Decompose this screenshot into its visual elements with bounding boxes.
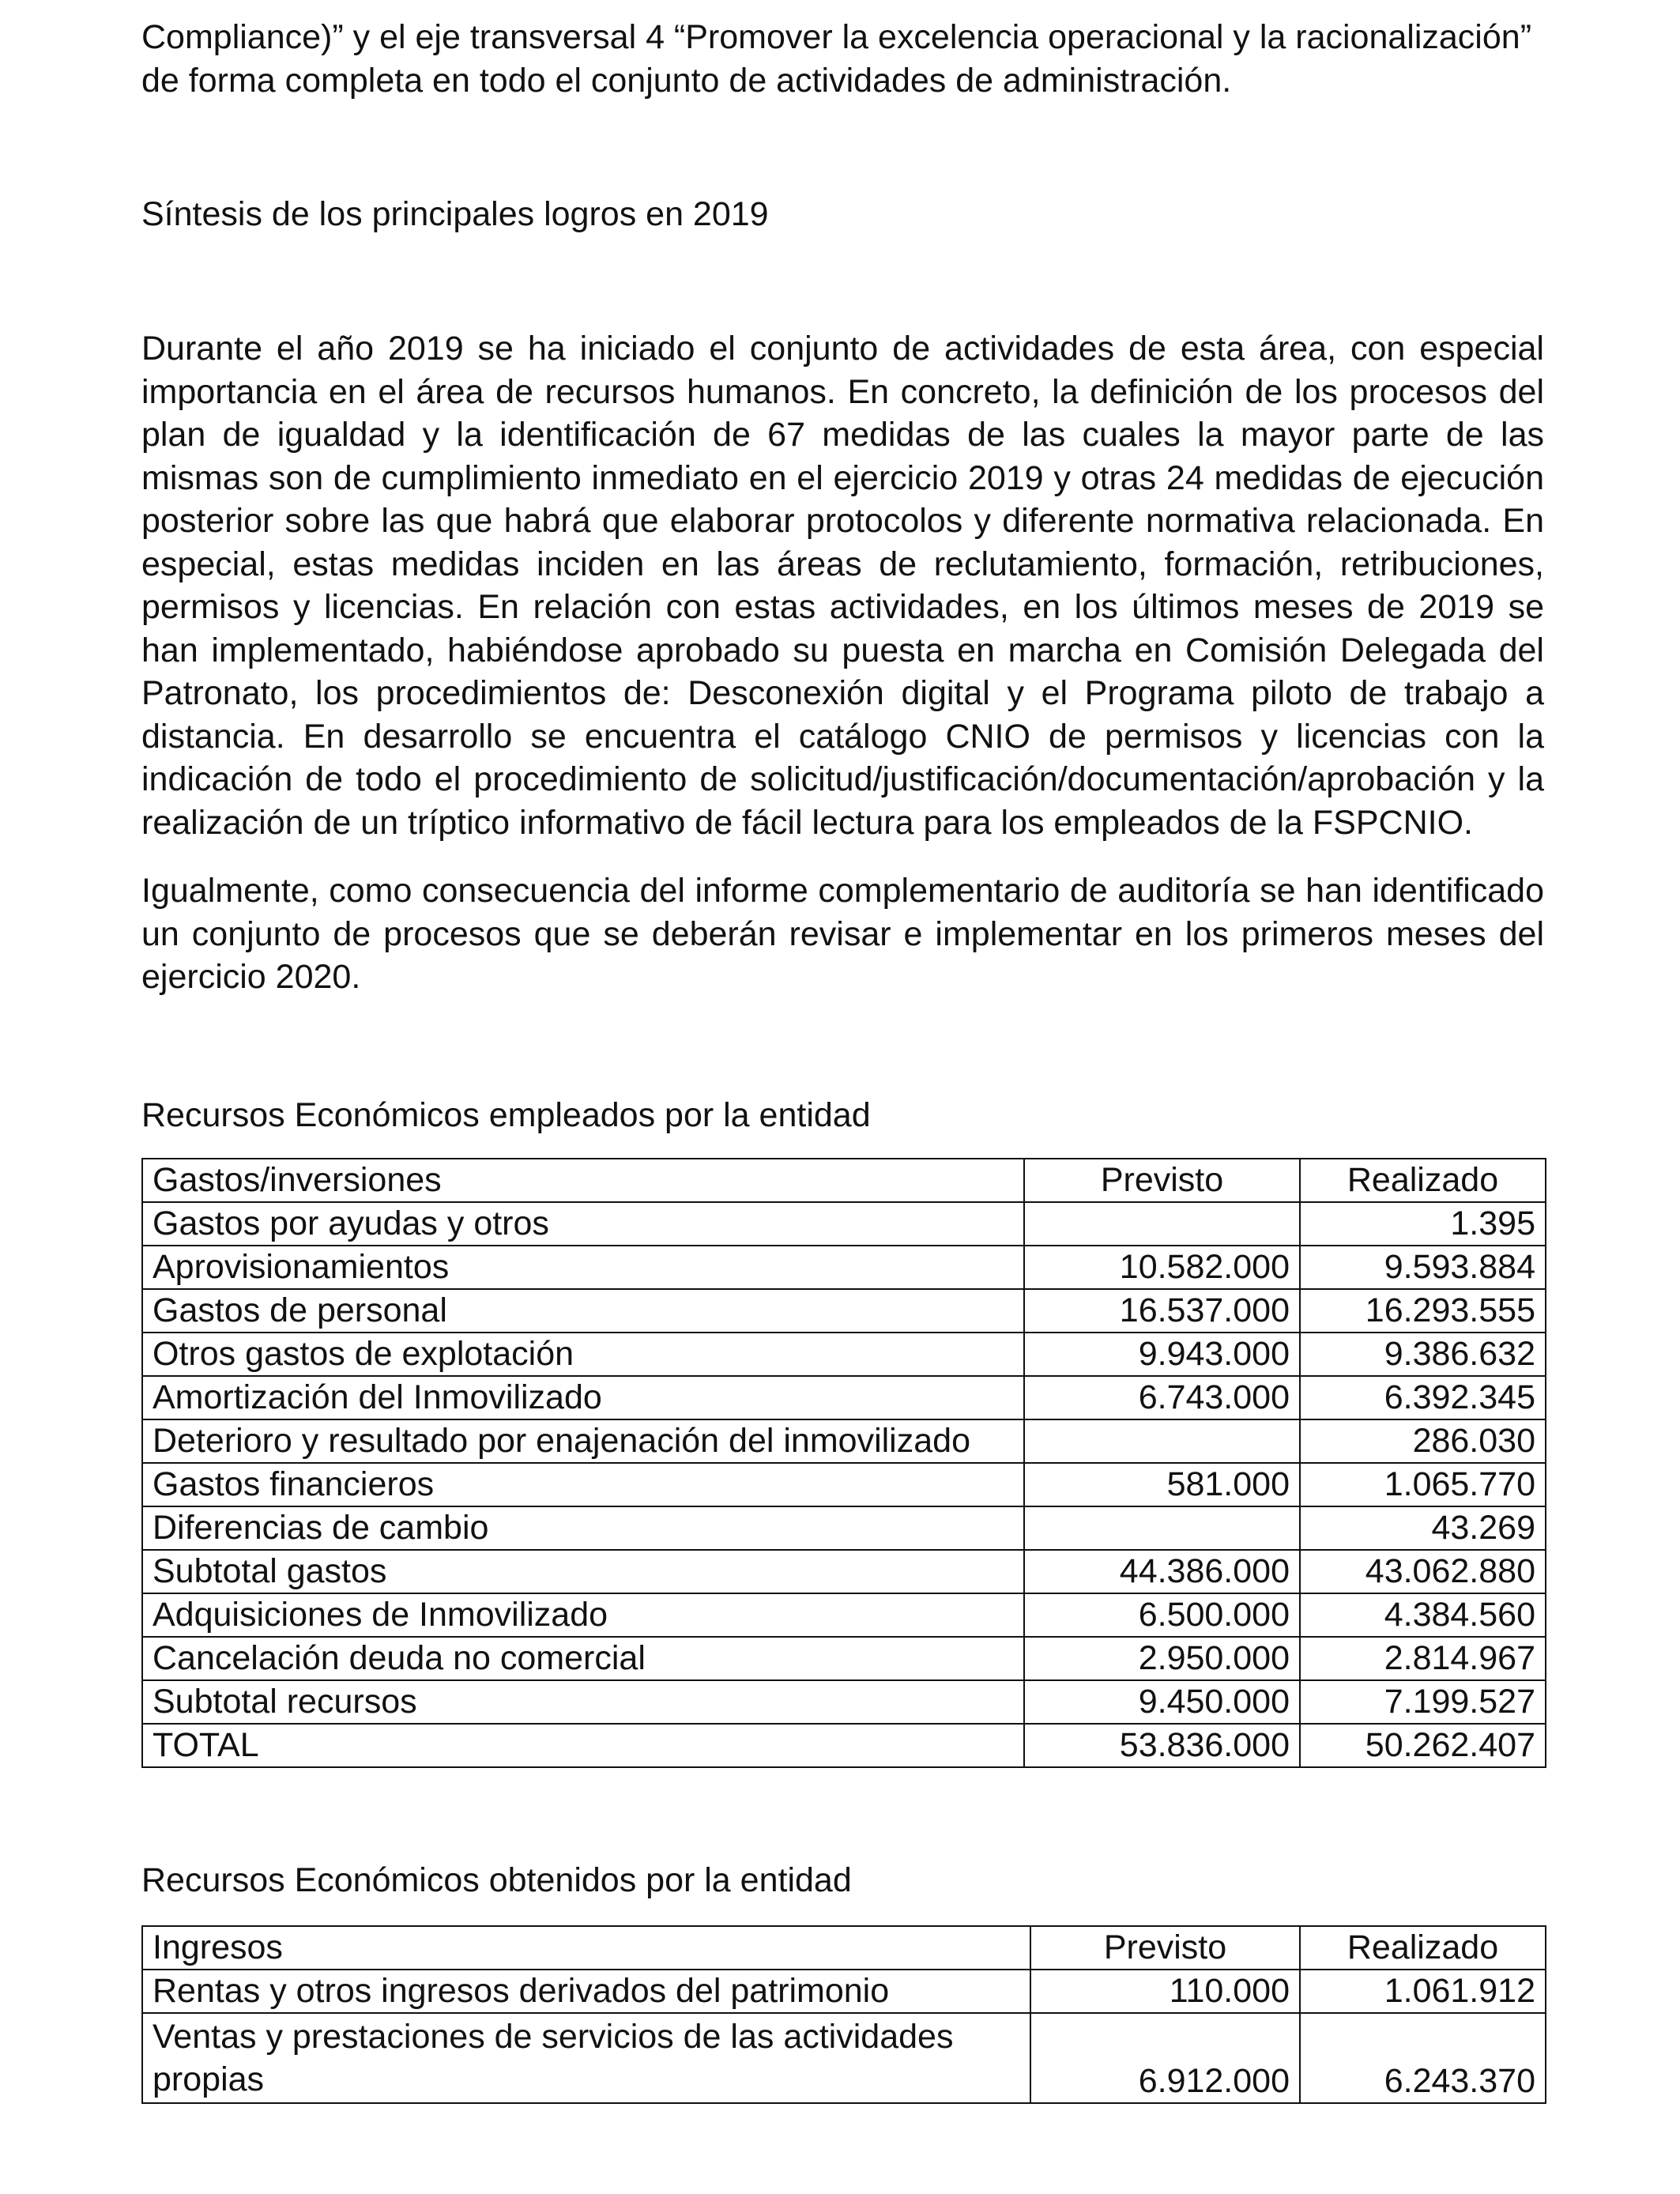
concept-cell: Gastos por ayudas y otros	[142, 1202, 1024, 1246]
concept-cell: Otros gastos de explotación	[142, 1333, 1024, 1376]
table-header-row	[142, 1159, 1546, 1202]
header-cell: Previsto	[1030, 1926, 1300, 1970]
ingresos-table	[141, 1925, 1546, 2104]
previsto-cell: 9.450.000	[1024, 1680, 1300, 1724]
realizado-cell: 6.392.345	[1300, 1376, 1546, 1419]
previsto-cell: 16.537.000	[1024, 1289, 1300, 1333]
section-heading-obtenidos: Recursos Económicos obtenidos por la entidad	[141, 1861, 852, 1899]
realizado-cell: 16.293.555	[1300, 1289, 1546, 1333]
previsto-cell: 44.386.000	[1024, 1550, 1300, 1593]
realizado-cell: 2.814.967	[1300, 1637, 1546, 1680]
table-total-row	[142, 1724, 1546, 1767]
previsto-cell: 6.500.000	[1024, 1593, 1300, 1637]
concept-cell: TOTAL	[142, 1724, 1024, 1767]
table-row	[142, 1550, 1546, 1593]
header-cell: Realizado	[1300, 1926, 1546, 1970]
logros-paragraph-2: Igualmente, como consecuencia del informe complementario de auditoría se han identificado un conjunto de procesos que se deberán revisar e implementar en los primeros meses del ejercicio 2020.	[141, 872, 1544, 996]
realizado-cell: 43.269	[1300, 1506, 1546, 1550]
table-row	[142, 1333, 1546, 1376]
header-cell: Gastos/inversiones	[142, 1159, 1024, 1202]
previsto-cell: 6.743.000	[1024, 1376, 1300, 1419]
realizado-cell: 9.593.884	[1300, 1246, 1546, 1289]
realizado-cell: 1.395	[1300, 1202, 1546, 1246]
realizado-cell: 286.030	[1300, 1419, 1546, 1463]
realizado-cell: 9.386.632	[1300, 1333, 1546, 1376]
table-row	[142, 1970, 1546, 2013]
concept-cell: Gastos financieros	[142, 1463, 1024, 1506]
realizado-cell: 7.199.527	[1300, 1680, 1546, 1724]
table-row	[142, 1506, 1546, 1550]
table-row	[142, 1289, 1546, 1333]
realizado-cell: 4.384.560	[1300, 1593, 1546, 1637]
previsto-cell: 6.912.000	[1030, 2013, 1300, 2103]
concept-cell: Ventas y prestaciones de servicios de las actividades propias	[142, 2013, 1030, 2103]
previsto-cell: 9.943.000	[1024, 1333, 1300, 1376]
concept-cell: Aprovisionamientos	[142, 1246, 1024, 1289]
realizado-cell: 6.243.370	[1300, 2013, 1546, 2103]
table-row	[142, 1593, 1546, 1637]
header-cell: Previsto	[1024, 1159, 1300, 1202]
concept-cell: Rentas y otros ingresos derivados del patrimonio	[142, 1970, 1030, 2013]
previsto-cell: 581.000	[1024, 1463, 1300, 1506]
realizado-cell: 1.065.770	[1300, 1463, 1546, 1506]
table-header-row	[142, 1926, 1546, 1970]
previsto-cell: 10.582.000	[1024, 1246, 1300, 1289]
realizado-cell: 50.262.407	[1300, 1724, 1546, 1767]
intro-paragraph: Compliance)” y el eje transversal 4 “Promover la excelencia operacional y la racionalización” de forma completa en todo el conjunto de actividades de administración.	[141, 18, 1532, 100]
table-row	[142, 1637, 1546, 1680]
table-row	[142, 1419, 1546, 1463]
concept-cell: Cancelación deuda no comercial	[142, 1637, 1024, 1680]
concept-cell: Diferencias de cambio	[142, 1506, 1024, 1550]
logros-paragraph-1: Durante el año 2019 se ha iniciado el conjunto de actividades de esta área, con especial importancia en el área de recursos humanos. En concreto, la definición de los procesos del plan de igualdad y la identificación de 67 medidas de las cuales la mayor parte de las mismas son de cumplimiento inmediato en el ejercicio 2019 y otras 24 medidas de ejecución posterior sobre las que habrá que elaborar protocolos y diferente normativa relacionada. En especial, estas medidas inciden en las áreas de reclutamiento, formación, retribuciones, permisos y licencias. En relación con estas actividades, en los últimos meses de 2019 se han implementado, habiéndose aprobado su puesta en marcha en Comisión Delegada del Patronato, los procedimientos de: Desconexión digital y el Programa piloto de trabajo a distancia. En desarrollo se encuentra el catálogo CNIO de permisos y licencias con la indicación de todo el procedimiento de solicitud/justificación/documentación/aprobación y la realización de un tríptico informativo de fácil lectura para los empleados de la FSPCNIO.	[141, 330, 1544, 842]
concept-cell: Subtotal gastos	[142, 1550, 1024, 1593]
previsto-cell: 53.836.000	[1024, 1724, 1300, 1767]
table-row	[142, 1680, 1546, 1724]
previsto-cell	[1024, 1419, 1300, 1463]
previsto-cell: 2.950.000	[1024, 1637, 1300, 1680]
concept-cell: Amortización del Inmovilizado	[142, 1376, 1024, 1419]
realizado-cell: 43.062.880	[1300, 1550, 1546, 1593]
realizado-cell: 1.061.912	[1300, 1970, 1546, 2013]
table-row	[142, 1376, 1546, 1419]
header-cell: Realizado	[1300, 1159, 1546, 1202]
concept-cell: Adquisiciones de Inmovilizado	[142, 1593, 1024, 1637]
header-cell: Ingresos	[142, 1926, 1030, 1970]
previsto-cell: 110.000	[1030, 1970, 1300, 2013]
table-row	[142, 2013, 1546, 2103]
concept-cell: Subtotal recursos	[142, 1680, 1024, 1724]
previsto-cell	[1024, 1202, 1300, 1246]
concept-cell: Gastos de personal	[142, 1289, 1024, 1333]
section-heading-logros: Síntesis de los principales logros en 2019	[141, 195, 769, 233]
previsto-cell	[1024, 1506, 1300, 1550]
table-row	[142, 1246, 1546, 1289]
concept-cell: Deterioro y resultado por enajenación del inmovilizado	[142, 1419, 1024, 1463]
gastos-table	[141, 1158, 1546, 1768]
table-row	[142, 1202, 1546, 1246]
table-row	[142, 1463, 1546, 1506]
section-heading-empleados: Recursos Económicos empleados por la entidad	[141, 1096, 871, 1134]
